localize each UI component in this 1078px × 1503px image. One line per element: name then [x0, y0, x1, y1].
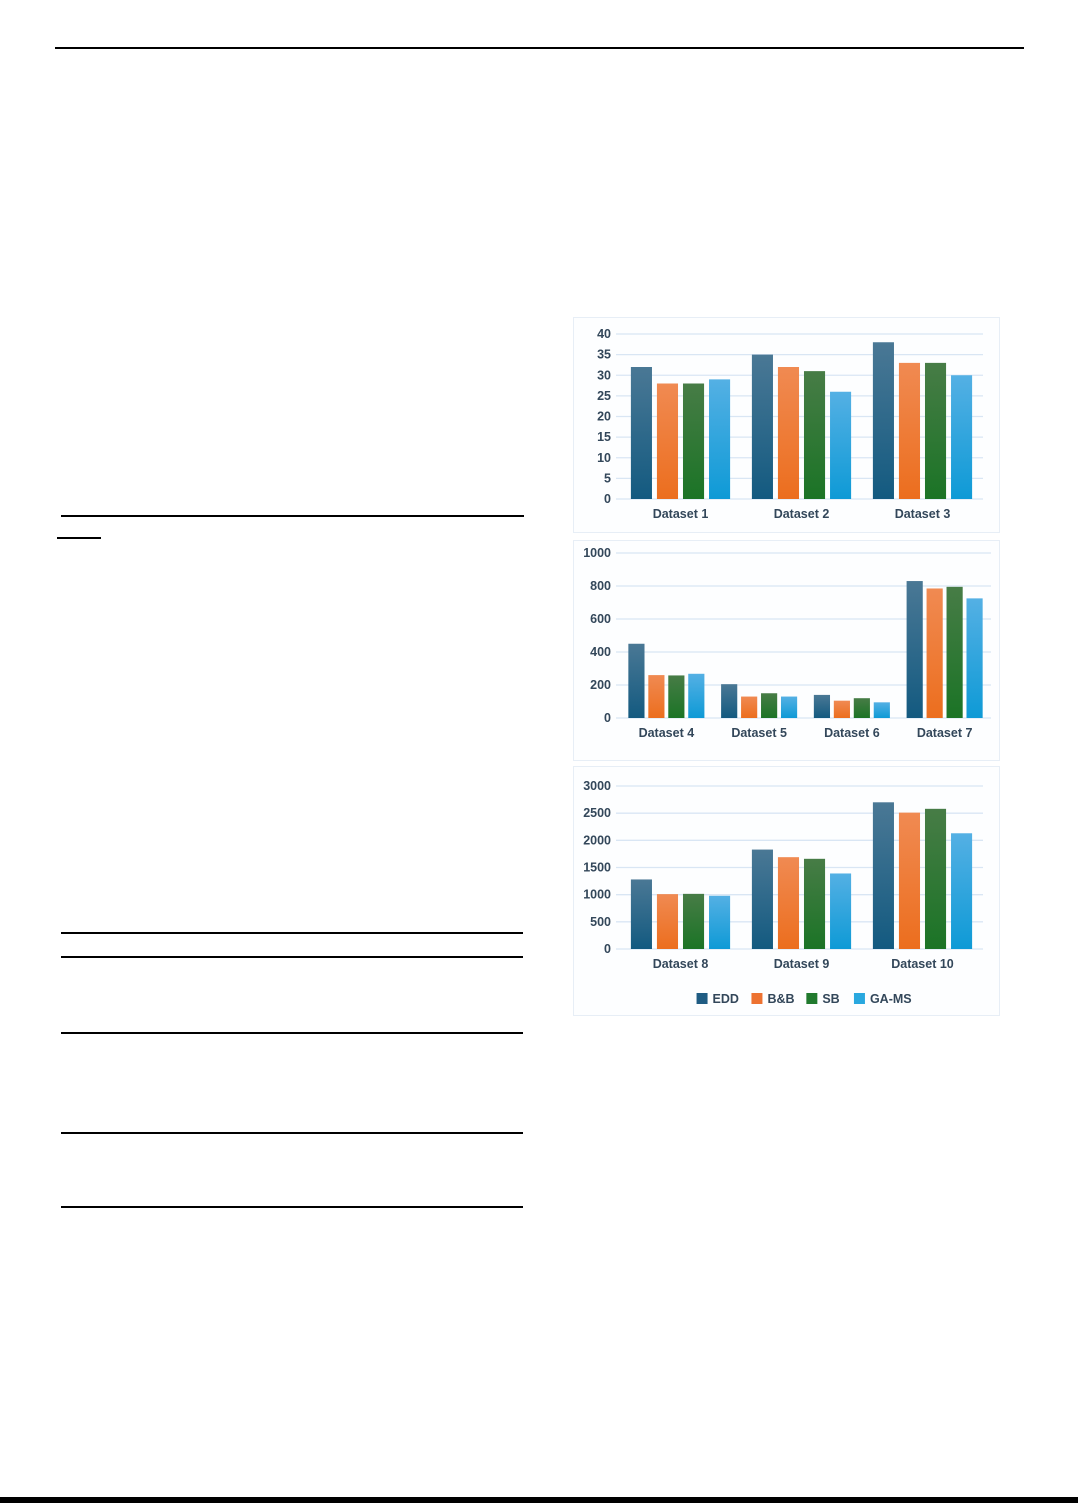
bar	[951, 375, 972, 499]
bar	[778, 367, 799, 499]
y-axis-tick-label: 0	[604, 492, 611, 506]
category-label: Dataset 6	[824, 726, 880, 740]
y-axis-tick-label: 2000	[583, 833, 611, 848]
chart-canvas	[574, 318, 999, 532]
bar	[631, 879, 652, 949]
bar	[925, 363, 946, 499]
y-axis-tick-label: 20	[597, 409, 611, 424]
bar	[657, 384, 678, 500]
category-label: Dataset 5	[731, 726, 787, 740]
bar	[683, 384, 704, 500]
y-axis-tick-label: 1000	[583, 887, 611, 902]
category-label: Dataset 1	[652, 507, 709, 521]
y-axis-tick-label: 1500	[583, 860, 611, 875]
bar	[683, 894, 704, 949]
bar	[873, 342, 894, 499]
legend-swatch	[697, 993, 708, 1004]
y-axis-tick-label: 800	[590, 579, 611, 593]
category-label: Dataset 8	[652, 957, 709, 971]
chart-canvas	[574, 767, 999, 1015]
bar	[834, 701, 850, 718]
bar	[907, 581, 923, 718]
legend-swatch	[751, 993, 762, 1004]
bar	[899, 813, 920, 949]
y-axis-tick-label: 0	[604, 711, 611, 725]
bar	[752, 355, 773, 499]
category-label: Dataset 2	[773, 507, 830, 521]
column-section-rule	[61, 515, 524, 517]
bar	[951, 833, 972, 949]
bar	[899, 363, 920, 499]
bar	[947, 587, 963, 718]
category-label: Dataset 10	[891, 957, 954, 971]
bar	[925, 809, 946, 949]
y-axis-tick-label: 600	[590, 612, 611, 626]
y-axis-tick-label: 40	[597, 327, 611, 341]
bar	[814, 695, 830, 718]
y-axis-tick-label: 10	[597, 450, 611, 465]
y-axis-tick-label: 2500	[583, 806, 611, 821]
bar	[854, 698, 870, 718]
y-axis-tick-label: 200	[590, 678, 611, 692]
y-axis-tick-label: 35	[597, 347, 611, 362]
y-axis-tick-label: 0	[604, 942, 611, 956]
legend-label: SB	[822, 992, 840, 1006]
legend-label: B&B	[767, 992, 795, 1006]
legend-label: EDD	[712, 992, 739, 1006]
page-header-rule	[55, 47, 1024, 49]
y-axis-tick-label: 400	[590, 645, 611, 659]
y-axis-tick-label: 5	[604, 471, 611, 486]
bar	[752, 850, 773, 949]
y-axis-tick-label: 1000	[583, 546, 611, 560]
bar	[631, 367, 652, 499]
bar	[709, 379, 730, 499]
table-rule-top	[61, 932, 523, 934]
category-label: Dataset 3	[894, 507, 951, 521]
bar	[657, 894, 678, 949]
bar	[628, 644, 644, 718]
category-label: Dataset 7	[916, 726, 973, 740]
bar	[761, 693, 777, 718]
figure-bar-chart-datasets-1-3	[573, 317, 1000, 533]
figure-bar-chart-datasets-4-7	[573, 540, 1000, 761]
legend	[697, 992, 912, 1006]
bar	[927, 588, 943, 718]
bar	[709, 896, 730, 949]
y-axis-tick-label: 15	[597, 430, 611, 445]
bar	[721, 684, 737, 718]
bar	[668, 675, 684, 718]
table-rule-mid-2	[61, 1132, 523, 1134]
figure-bar-chart-datasets-8-10	[573, 766, 1000, 1016]
table-rule-header	[61, 956, 523, 958]
category-label: Dataset 4	[638, 726, 695, 740]
table-rule-bottom	[61, 1206, 523, 1208]
chart-canvas	[574, 541, 999, 760]
y-axis-tick-label: 3000	[583, 779, 611, 793]
table-rule-mid-1	[61, 1032, 523, 1034]
bar	[830, 873, 851, 949]
footnote-rule	[57, 537, 101, 539]
y-axis-tick-label: 25	[597, 388, 611, 403]
legend-label: GA-MS	[869, 992, 912, 1006]
bar	[966, 598, 982, 718]
page-footer-bar	[0, 1497, 1078, 1503]
legend-swatch	[806, 993, 817, 1004]
bar	[688, 674, 704, 718]
bar	[804, 371, 825, 499]
bar	[778, 857, 799, 949]
bar	[648, 675, 664, 718]
bar	[873, 802, 894, 949]
bar	[874, 702, 890, 718]
bar	[830, 392, 851, 499]
y-axis-tick-label: 500	[590, 914, 611, 929]
bar	[741, 697, 757, 718]
category-label: Dataset 9	[773, 957, 830, 971]
bar	[804, 859, 825, 949]
bar	[781, 697, 797, 718]
y-axis-tick-label: 30	[597, 368, 611, 383]
legend-swatch	[854, 993, 865, 1004]
